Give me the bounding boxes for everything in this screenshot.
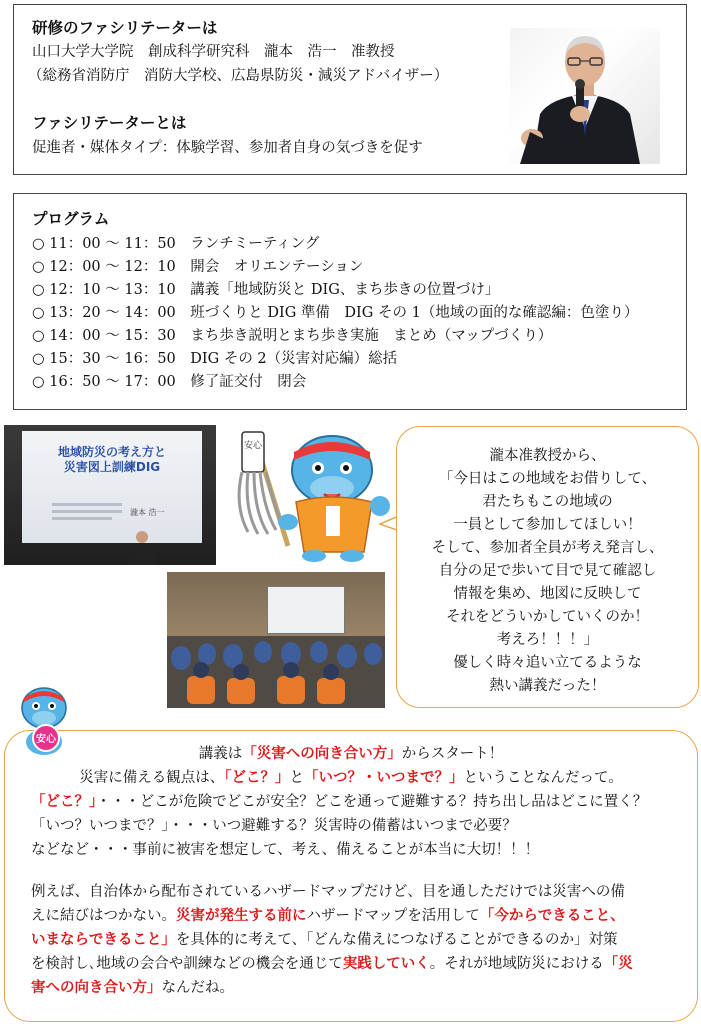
highlight: 「どこ？」 [31,793,97,810]
hall-screen [267,586,345,634]
mascot-flag-text: 安心 [243,441,263,451]
bubble-line: そして、参加者全員が考え発言し、 [431,540,664,556]
lecture-line-4: 「いつ？いつまで？」・・・いつ避難する？災害時の備蓄はいつまで必要？ [31,818,517,834]
speaker-photo [510,28,660,164]
highlight: 災害が発生する前に [176,907,307,924]
highlight: 「どこ？」 [224,769,290,786]
hippo-mascot-with-mop-icon [228,426,396,562]
bubble-line: 自分の足で歩いて目で見て確認し [438,563,657,579]
lecture-slide-photo [4,425,216,565]
presenter-figure [122,529,162,565]
program-item: ○ 11：00 ～ 11：50 ランチミーティング [32,236,320,252]
facilitator-heading: 研修のファシリテーターは [32,18,218,37]
slide-title-line2: 災害図上訓練DIG [63,460,161,474]
bubble-line: 君たちもこの地域の [482,494,613,510]
highlight: いまならできること」 [31,931,176,948]
lecture-p2-line-1: 例えば、自治体から配布されているハザードマップだけど、目を通しただけでは災害への備 [31,884,625,900]
slide-title-line1: 地域防災の考え方と [57,445,166,459]
highlight: 「災 [603,955,633,972]
bubble-line: 優しく時々追い立てるような [453,655,642,671]
highlight: 「いつ？・いつまで？」 [304,769,464,786]
program-box [13,193,687,410]
mascot-badge-text: 安心 [36,734,56,745]
lecture-p2-line-2: えに結びはつかない。災害が発生する前にハザードマップを活用して「今からできること、 [31,907,625,924]
hippo-mascot-badge-icon [16,682,78,756]
highlight: 実践していく [342,955,430,972]
bubble-line: 熱い講義だった！ [489,678,606,694]
highlight: 害への向き合い方」 [31,979,162,996]
speech-bubble [396,426,699,708]
facilitator-def-text: 促進者・媒体タイプ：体験学習、参加者自身の気づきを促す [32,140,423,156]
program-item: ○ 12：00 ～ 12：10 開会 オリエンテーション [32,259,364,275]
program-item: ○ 15：30 ～ 16：50 DIG その 2（災害対応編）総括 [32,351,398,367]
bubble-line: 考えろ！！！」 [496,632,599,648]
program-heading: プログラム [32,209,110,228]
lecture-line-1: 講義は「災害への向き合い方」からスタート！ [198,745,504,762]
participants-crowd [167,628,385,708]
bubble-line: 「今日はこの地域をお借りして、 [438,471,657,487]
lecture-summary-box [4,730,698,1022]
program-item: ○ 14：00 ～ 15：30 まち歩き説明とまち歩き実施 まとめ（マップづくり） [32,328,553,344]
highlight: 「今からできること、 [479,907,625,924]
program-item: ○ 16：50 ～ 17：00 修了証交付 閉会 [32,374,307,390]
lecture-line-2: 災害に備える観点は、「どこ？」と「いつ？・いつまで？」ということなんだって。 [79,769,623,786]
lecture-p2-line-4: を検討し､地域の会合や訓練などの機会を通じて実践していく。それが地域防災における「災 [31,955,633,972]
highlight: 「災害への向き合い方」 [242,745,402,762]
program-item: ○ 12：10 ～ 13：10 講義「地域防災と DIG、まち歩きの位置づけ」 [32,282,500,298]
slide-presenter: 瀧本 浩一 [130,508,165,517]
participants-photo [167,572,385,708]
lecture-p2-line-3: いまならできること」を具体的に考えて、「どんな備えにつなげることができるのか」対策 [31,931,618,948]
speaker-photo-illustration [510,28,660,164]
facilitator-name: 山口大学大学院 創成科学研究科 瀧本 浩一 准教授 [32,44,395,60]
program-item: ○ 13：20 ～ 14：00 班づくりと DIG 準備 DIG その 1（地域の面的な確認編：色塗り） [32,305,639,321]
facilitator-def-heading: ファシリテーターとは [32,113,187,132]
lecture-line-5: などなど・・・事前に被害を想定して、考え、備えることが本当に大切！！！ [31,842,540,858]
bubble-line: 情報を集め、地図に反映して [453,586,642,602]
facilitator-affiliation: （総務省消防庁 消防大学校、広島県防災・減災アドバイザー） [28,68,449,84]
bubble-line: 瀧本准教授から、 [489,448,606,464]
projection-screen [22,431,202,543]
bubble-line: 一員として参加してほしい！ [453,517,642,533]
lecture-line-3: 「どこ？」・・・どこが危険でどこが安全？どこを通って避難する？持ち出し品はどこに置く？ [31,793,648,810]
lecture-p2-line-5: 害への向き合い方」なんだね。 [31,979,234,996]
bubble-line: それをどういかしていくのか！ [446,609,649,625]
